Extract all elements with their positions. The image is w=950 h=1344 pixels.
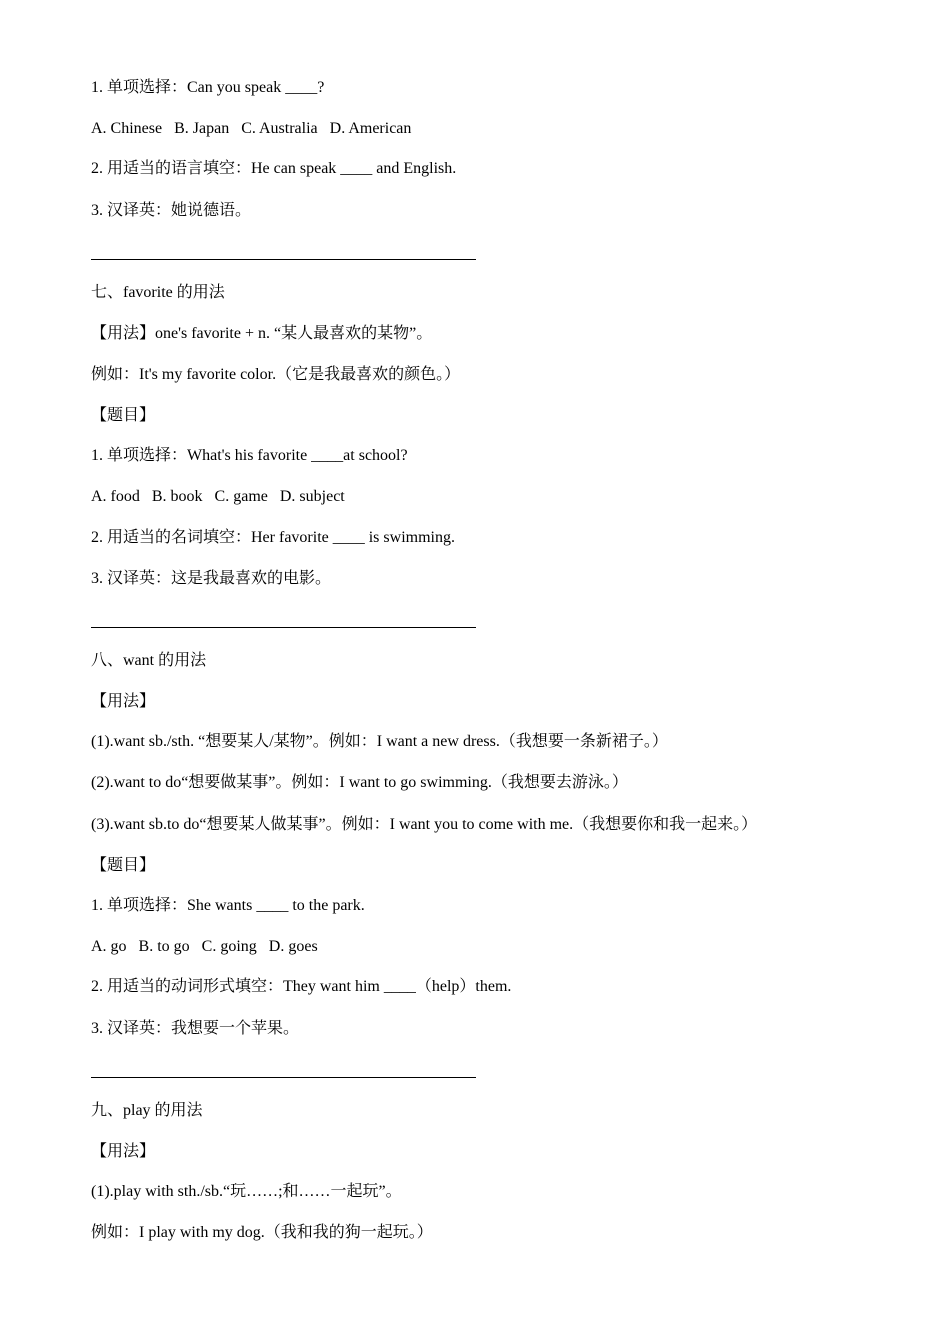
answer-line	[91, 1077, 476, 1078]
q7-3-translate: 3. 汉译英：她说德语。	[91, 202, 252, 219]
favorite-example: 例如：It's my favorite color.（它是我最喜欢的颜色。）	[91, 366, 461, 383]
want-usage-label: 【用法】	[91, 693, 156, 710]
favorite-q3: 3. 汉译英：这是我最喜欢的电影。	[91, 570, 332, 587]
q7-1-single-choice: 1. 单项选择：Can you speak ____?	[91, 79, 325, 96]
section-want-heading: 八、want 的用法	[91, 652, 207, 669]
q7-2-fill-blank: 2. 用适当的语言填空：He can speak ____ and English.	[91, 160, 457, 177]
favorite-q1-options: A. food B. book C. game D. subject	[91, 488, 345, 505]
favorite-usage: 【用法】one's favorite + n. “某人最喜欢的某物”。	[91, 325, 433, 342]
want-q3: 3. 汉译英：我想要一个苹果。	[91, 1020, 300, 1037]
answer-line	[91, 627, 476, 628]
want-usage-3: (3).want sb.to do“想要某人做某事”。例如：I want you to come with me.（我想要你和我一起来。）	[91, 816, 758, 833]
want-q2: 2. 用适当的动词形式填空：They want him ____（help）them.	[91, 978, 512, 995]
q7-1-options: A. Chinese B. Japan C. Australia D. American	[91, 120, 412, 137]
want-usage-2: (2).want to do“想要做某事”。例如：I want to go swimming.（我想要去游泳。）	[91, 774, 628, 791]
section-play-heading: 九、play 的用法	[91, 1102, 203, 1119]
favorite-questions-label: 【题目】	[91, 407, 156, 424]
play-usage-1: (1).play with sth./sb.“玩……;和……一起玩”。	[91, 1183, 402, 1200]
section-favorite-heading: 七、favorite 的用法	[91, 284, 225, 301]
answer-line	[91, 259, 476, 260]
want-q1-options: A. go B. to go C. going D. goes	[91, 938, 318, 955]
favorite-q2: 2. 用适当的名词填空：Her favorite ____ is swimming.	[91, 529, 455, 546]
play-usage-label: 【用法】	[91, 1143, 156, 1160]
play-example: 例如：I play with my dog.（我和我的狗一起玩。）	[91, 1224, 433, 1241]
want-q1: 1. 单项选择：She wants ____ to the park.	[91, 897, 365, 914]
favorite-q1: 1. 单项选择：What's his favorite ____at school?	[91, 447, 408, 464]
want-usage-1: (1).want sb./sth. “想要某人/某物”。例如：I want a new dress.（我想要一条新裙子。）	[91, 733, 668, 750]
want-questions-label: 【题目】	[91, 857, 156, 874]
